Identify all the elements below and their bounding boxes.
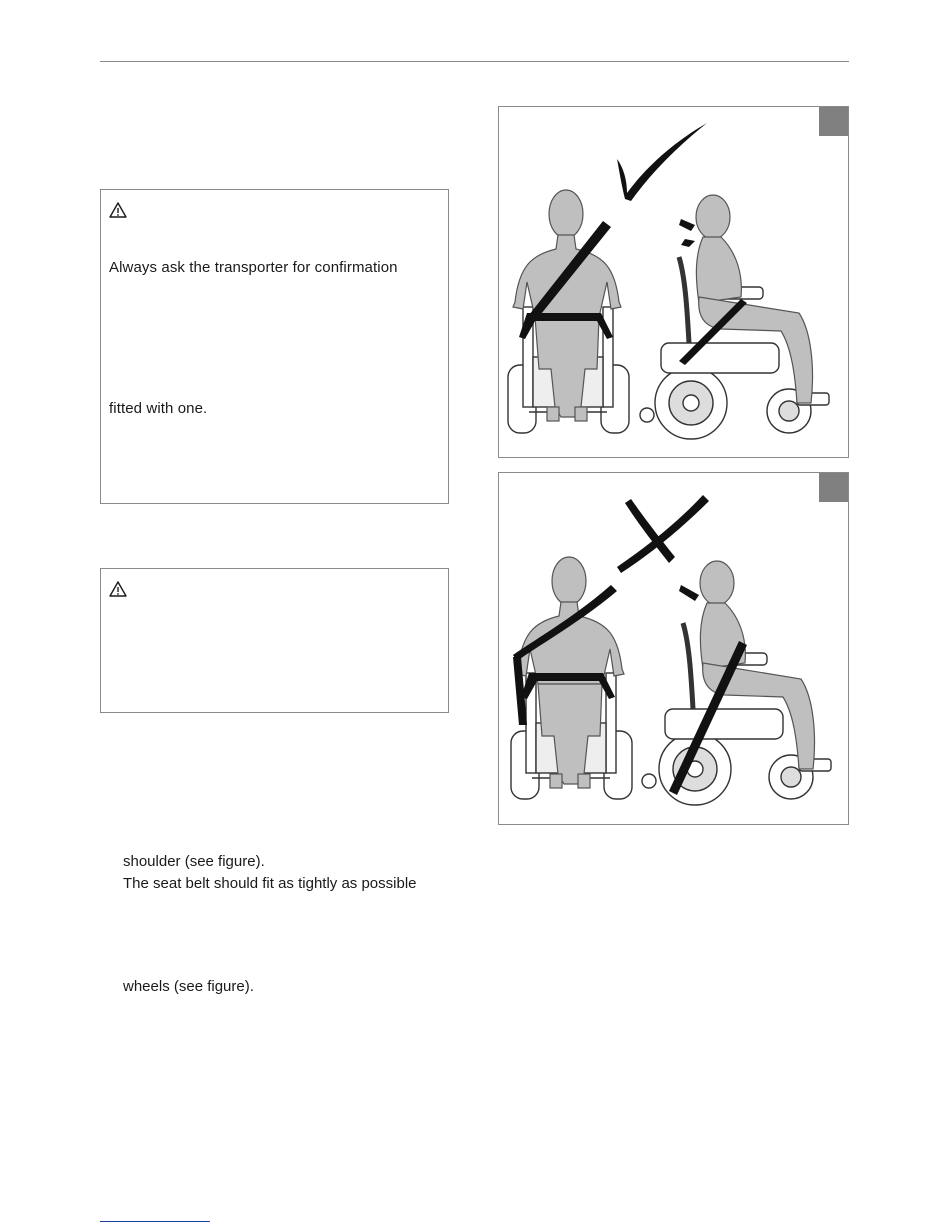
warning-text-line: Always ask the transporter for confirmation <box>109 259 398 276</box>
warning-box-transport <box>100 189 449 504</box>
warning-triangle-icon <box>109 202 127 218</box>
warning-text-line: fitted with one. <box>109 400 208 417</box>
body-text-line: wheels (see figure). <box>123 978 254 995</box>
header-rule <box>100 61 849 62</box>
figure-incorrect-belt <box>498 472 849 825</box>
check-mark-icon <box>617 123 707 201</box>
wheelchair-illustration <box>499 473 849 825</box>
warning-triangle-icon <box>109 581 127 597</box>
body-text-line: The seat belt should fit as tightly as possible <box>123 875 417 892</box>
wheelchair-illustration <box>499 107 849 458</box>
footer-link-rule <box>100 1221 210 1222</box>
figure-correct-belt <box>498 106 849 458</box>
body-text-line: shoulder (see figure). <box>123 853 265 870</box>
warning-box-secondary <box>100 568 449 713</box>
cross-mark-icon <box>617 495 709 573</box>
